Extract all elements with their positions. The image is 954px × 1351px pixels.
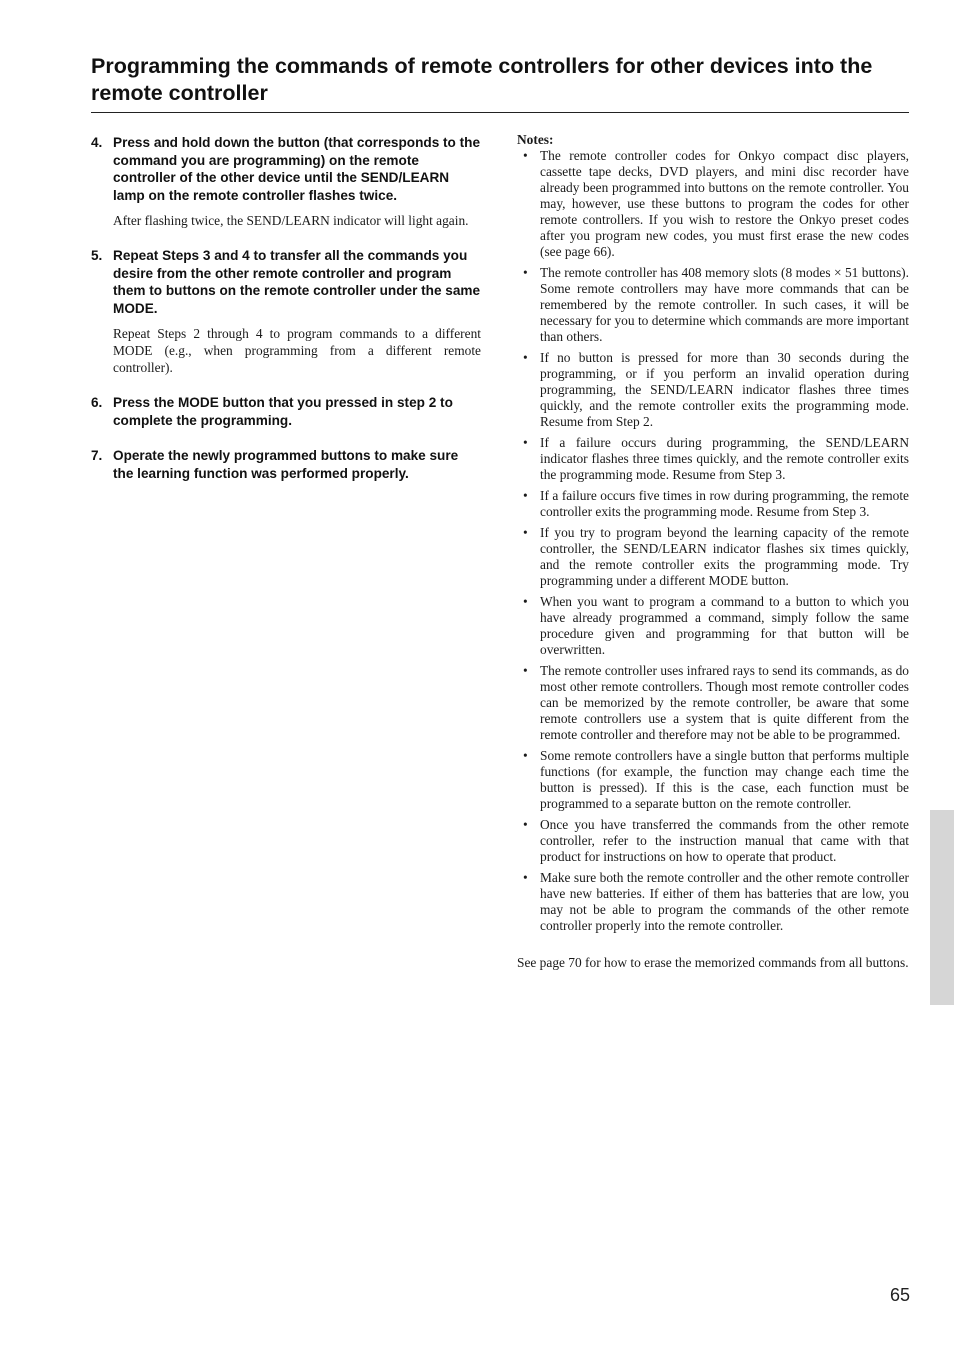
note-text: When you want to program a command to a button to which you have already programmed a command, simply follow the same procedure given and programming for that button will be overwritten. [540,594,909,657]
note-item [517,525,909,589]
note-item [517,817,909,865]
note-text: The remote controller has 408 memory slots (8 modes × 51 buttons). Some remote controllers may have more commands that can be remembered by the remote controller. In such cases, it will be necessary for you to determine which commands are more important than others. [540,265,909,344]
step-body: After flashing twice, the SEND/LEARN indicator will light again. [113,213,469,228]
note-item [517,265,909,345]
note-item [517,350,909,430]
step-number: 4. [91,135,103,150]
step-7 [91,447,481,482]
step-heading: Operate the newly programmed buttons to make sure the learning function was performed properly. [113,448,459,481]
bullet-icon: • [523,265,528,280]
page-title: Programming the commands of remote controllers for other devices into the remote controller [91,54,873,105]
note-text: Once you have transferred the commands from the other remote controller, refer to the instruction manual that came with that product for instructions on how to operate that product. [540,817,909,864]
bullet-icon: • [523,817,528,832]
step-5 [91,247,481,376]
note-item [517,870,909,934]
note-text: If no button is pressed for more than 30 seconds during the programming, or if you perform an invalid operation during programming, the SEND/LEARN indicator flashes three times quickly, and the remote controller exits the programming mode. Resume from Step 2. [540,350,909,429]
note-item [517,435,909,483]
step-number: 6. [91,395,103,410]
note-item [517,594,909,658]
note-item [517,748,909,812]
step-number: 5. [91,248,103,263]
bullet-icon: • [523,663,528,678]
note-item [517,663,909,743]
closing-note: See page 70 for how to erase the memorized commands from all buttons. [517,955,909,970]
step-4 [91,134,481,229]
note-text: Make sure both the remote controller and the other remote controller have new batteries. If either of them has batteries that are low, you may not be able to program the commands of the other remote controller properly into the remote controller. [540,870,909,933]
bullet-icon: • [523,870,528,885]
step-heading: Press the MODE button that you pressed in step 2 to complete the programming. [113,395,453,428]
note-item [517,148,909,260]
bullet-icon: • [523,488,528,503]
notes-list [517,148,909,934]
bullet-icon: • [523,435,528,450]
step-6 [91,394,481,429]
notes-column [517,131,909,971]
note-text: If you try to program beyond the learning capacity of the remote controller, the SEND/LEARN indicator flashes six times quickly, and the remote controller exits the programming mode. Try programming under a different MODE button. [540,525,909,588]
note-text: Some remote controllers have a single button that performs multiple functions (for example, the function may change each time the button is pressed). If this is the case, each function must be programmed to a separate button on the remote controller. [540,748,909,811]
note-item [517,488,909,520]
bullet-icon: • [523,525,528,540]
step-heading: Repeat Steps 3 and 4 to transfer all the commands you desire from the other remote controller and program them to buttons on the remote controller under the same MODE. [113,248,481,316]
note-text: If a failure occurs five times in row during programming, the remote controller exits the programming mode. Resume from Step 3. [540,488,909,519]
note-text: The remote controller uses infrared rays to send its commands, as do most other remote controllers. Though most remote controller codes can be memorized by the remote controller, be aware that some remote controllers use a system that is quite different from the remote controller and therefore may not be able to be programmed. [540,663,909,742]
bullet-icon: • [523,350,528,365]
bullet-icon: • [523,148,528,163]
bullet-icon: • [523,748,528,763]
step-number: 7. [91,448,103,463]
notes-heading: Notes: [517,132,554,147]
note-text: If a failure occurs during programming, the SEND/LEARN indicator flashes three times quickly, and the remote controller exits the programming mode. Resume from Step 3. [540,435,909,482]
title-divider [91,112,909,113]
steps-column [91,134,481,500]
note-text: The remote controller codes for Onkyo compact disc players, cassette tape decks, DVD players, and mini disc recorder have already been programmed into buttons on the remote controller. You may, however, use these buttons to program the codes for other remote controllers. If you wish to restore the Onkyo preset codes after you program new codes, you must first erase the new codes (see page 66). [540,148,909,259]
section-side-tab [930,810,954,1005]
step-heading: Press and hold down the button (that corresponds to the command you are programming) on the remote controller of the other device until the SEND/LEARN lamp on the remote controller flashes twice. [113,135,481,203]
step-body: Repeat Steps 2 through 4 to program commands to a different MODE (e.g., when programming from a different remote controller). [113,326,481,375]
bullet-icon: • [523,594,528,609]
page-number: 65 [889,1285,910,1305]
